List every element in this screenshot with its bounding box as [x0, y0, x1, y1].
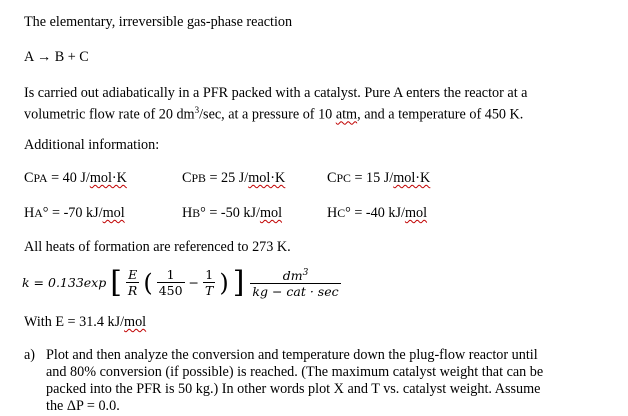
rate-units-fraction: $\frac{dm^3}{\text{kg − cat · sec}}$	[252, 268, 339, 300]
question-line-2: and 80% conversion (if possible) is reached. (The maximum catalyst weight that can be	[46, 364, 544, 380]
question-label: a)	[24, 347, 36, 363]
inverse-t0-fraction: $\frac{1}{450}$	[158, 267, 183, 299]
rate-constant-equation: k = 0.133exp [ $\frac{E}{R}$ ( $\frac{1}{450}$ − $\frac{1}{T}$ ) ] $\frac{dm^3}{\text{kg − cat · sec}}$	[22, 264, 339, 300]
heat-capacity-b: CPB = 25 J/mol·K	[182, 170, 286, 186]
additional-info-header: Additional information:	[24, 137, 160, 153]
question-line-4: the ΔP = 0.0.	[46, 398, 120, 414]
description-line-1: Is carried out adiabatically in a PFR packed with a catalyst. Pure A enters the reactor at a	[24, 85, 528, 101]
enthalpy-c: HC° = -40 kJ/mol	[327, 205, 428, 221]
question-line-3: packed into the PFR is 50 kg.) In other words plot X and T vs. catalyst weight. Assume	[46, 381, 541, 397]
intro-text: The elementary, irreversible gas-phase reaction	[24, 14, 293, 30]
heats-note: All heats of formation are referenced to 273 K.	[24, 239, 291, 255]
enthalpy-b: HB° = -50 kJ/mol	[182, 205, 283, 221]
reaction-equation: A → B + C	[24, 49, 89, 65]
question-line-1: Plot and then analyze the conversion and temperature down the plug-flow reactor until	[46, 347, 538, 363]
description-line-2: volumetric flow rate of 20 $dm^3/\sec$, at a pressure of 10 atm, and a temperature of 450 K.	[24, 105, 524, 123]
enthalpy-a: HA° = -70 kJ/mol	[24, 205, 125, 221]
activation-energy: With E = 31.4 kJ/mol	[24, 314, 147, 330]
heat-capacity-c: CPC = 15 J/mol·K	[327, 170, 431, 186]
heat-capacity-a: CPA = 40 J/mol·K	[24, 170, 127, 186]
e-over-r-fraction: $\frac{E}{R}$	[127, 267, 138, 299]
question-a	[46, 347, 616, 415]
inverse-t-fraction: $\frac{1}{T}$	[205, 267, 214, 299]
